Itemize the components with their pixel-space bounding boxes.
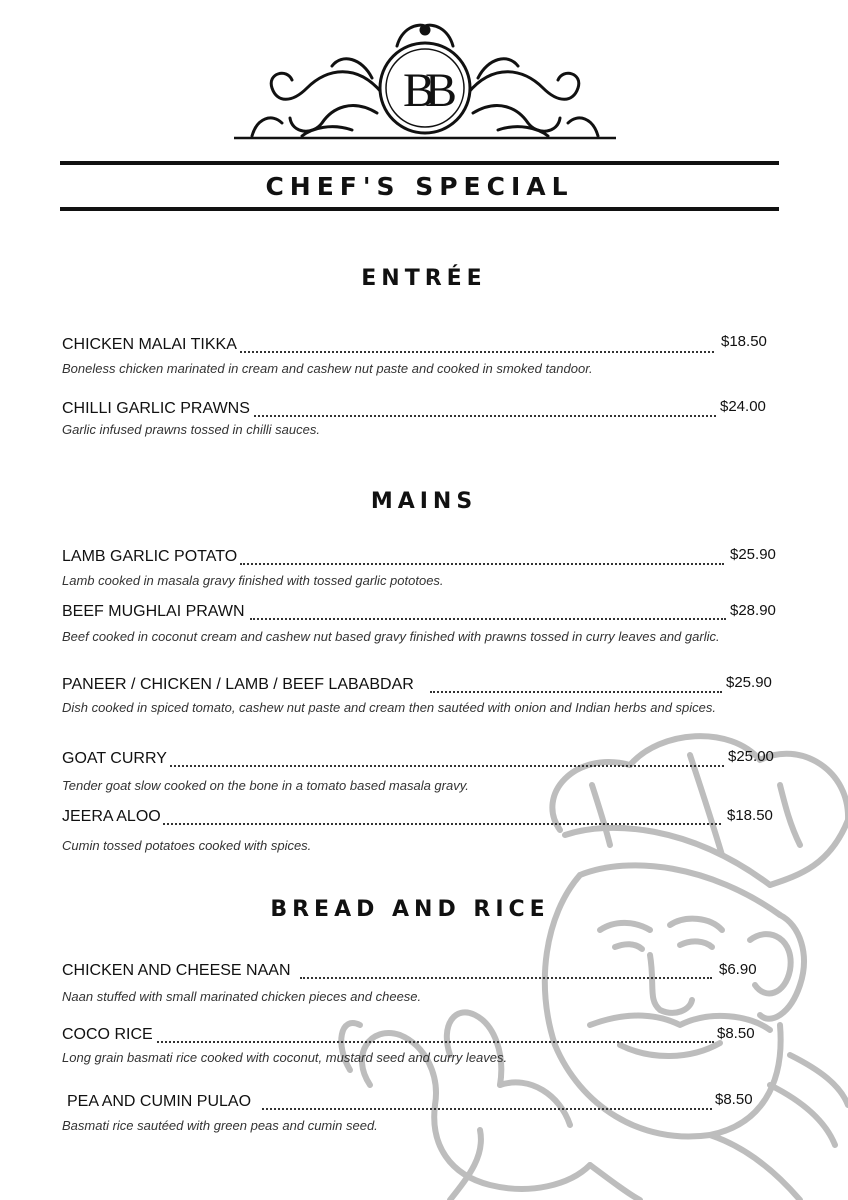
item-price: $24.00 [720,398,766,415]
section-title-bread-and-rice: BREAD AND RICE [270,897,550,922]
item-description: Lamb cooked in masala gravy finished with tossed garlic pototoes. [62,573,444,588]
item-price: $8.50 [715,1091,753,1108]
item-price: $28.90 [730,602,776,619]
item-name: CHILLI GARLIC PRAWNS [62,400,250,417]
dot-leader [300,977,712,979]
title-bottom-rule [60,207,779,211]
item-price: $8.50 [717,1025,755,1042]
item-description: Basmati rice sautéed with green peas and cumin seed. [62,1118,378,1133]
item-price: $25.00 [728,748,774,765]
item-description: Tender goat slow cooked on the bone in a tomato based masala gravy. [62,778,469,793]
item-name: PEA AND CUMIN PULAO [67,1093,252,1110]
item-description: Naan stuffed with small marinated chicken pieces and cheese. [62,989,422,1004]
logo-monogram: BB [402,64,448,117]
item-price: $25.90 [726,674,772,691]
dot-leader [240,351,714,353]
item-name: LAMB GARLIC POTATO [62,548,238,565]
dot-leader [160,823,721,825]
item-price: $18.50 [721,333,767,350]
item-price: $18.50 [727,807,773,824]
dot-leader [430,691,722,693]
dot-leader [165,765,724,767]
dot-leader [240,563,724,565]
item-name: GOAT CURRY [62,750,167,767]
item-description: Cumin tossed potatoes cooked with spices. [62,838,312,853]
item-name: CHICKEN AND CHEESE NAAN [62,962,291,979]
page-title: CHEF'S SPECIAL [265,172,574,201]
item-description: Long grain basmati rice cooked with coconut, mustard seed and curry leaves. [62,1050,508,1065]
item-name: COCO RICE [62,1026,153,1043]
title-top-rule [60,161,779,165]
item-description: Boneless chicken marinated in cream and cashew nut paste and cooked in smoked tandoor. [62,361,593,376]
item-description: Beef cooked in coconut cream and cashew nut based gravy finished with prawns tossed in curry leaves and garlic. [62,629,720,644]
dot-leader [150,1041,714,1043]
item-name: BEEF MUGHLAI PRAWN [62,603,245,620]
section-title-mains: MAINS [370,489,478,514]
item-name: PANEER / CHICKEN / LAMB / BEEF LABABDAR [62,676,414,693]
item-description: Garlic infused prawns tossed in chilli sauces. [62,422,320,437]
dot-leader [250,618,726,620]
dot-leader [250,415,716,417]
item-name: CHICKEN MALAI TIKKA [62,336,237,353]
section-title-entree: ENTRÉE [361,266,487,291]
item-description: Dish cooked in spiced tomato, cashew nut paste and cream then sautéed with onion and Indian herbs and spices. [62,700,717,715]
item-price: $6.90 [719,961,757,978]
restaurant-logo [232,18,618,140]
item-price: $25.90 [730,546,776,563]
item-name: JEERA ALOO [62,808,161,825]
dot-leader [262,1108,712,1110]
